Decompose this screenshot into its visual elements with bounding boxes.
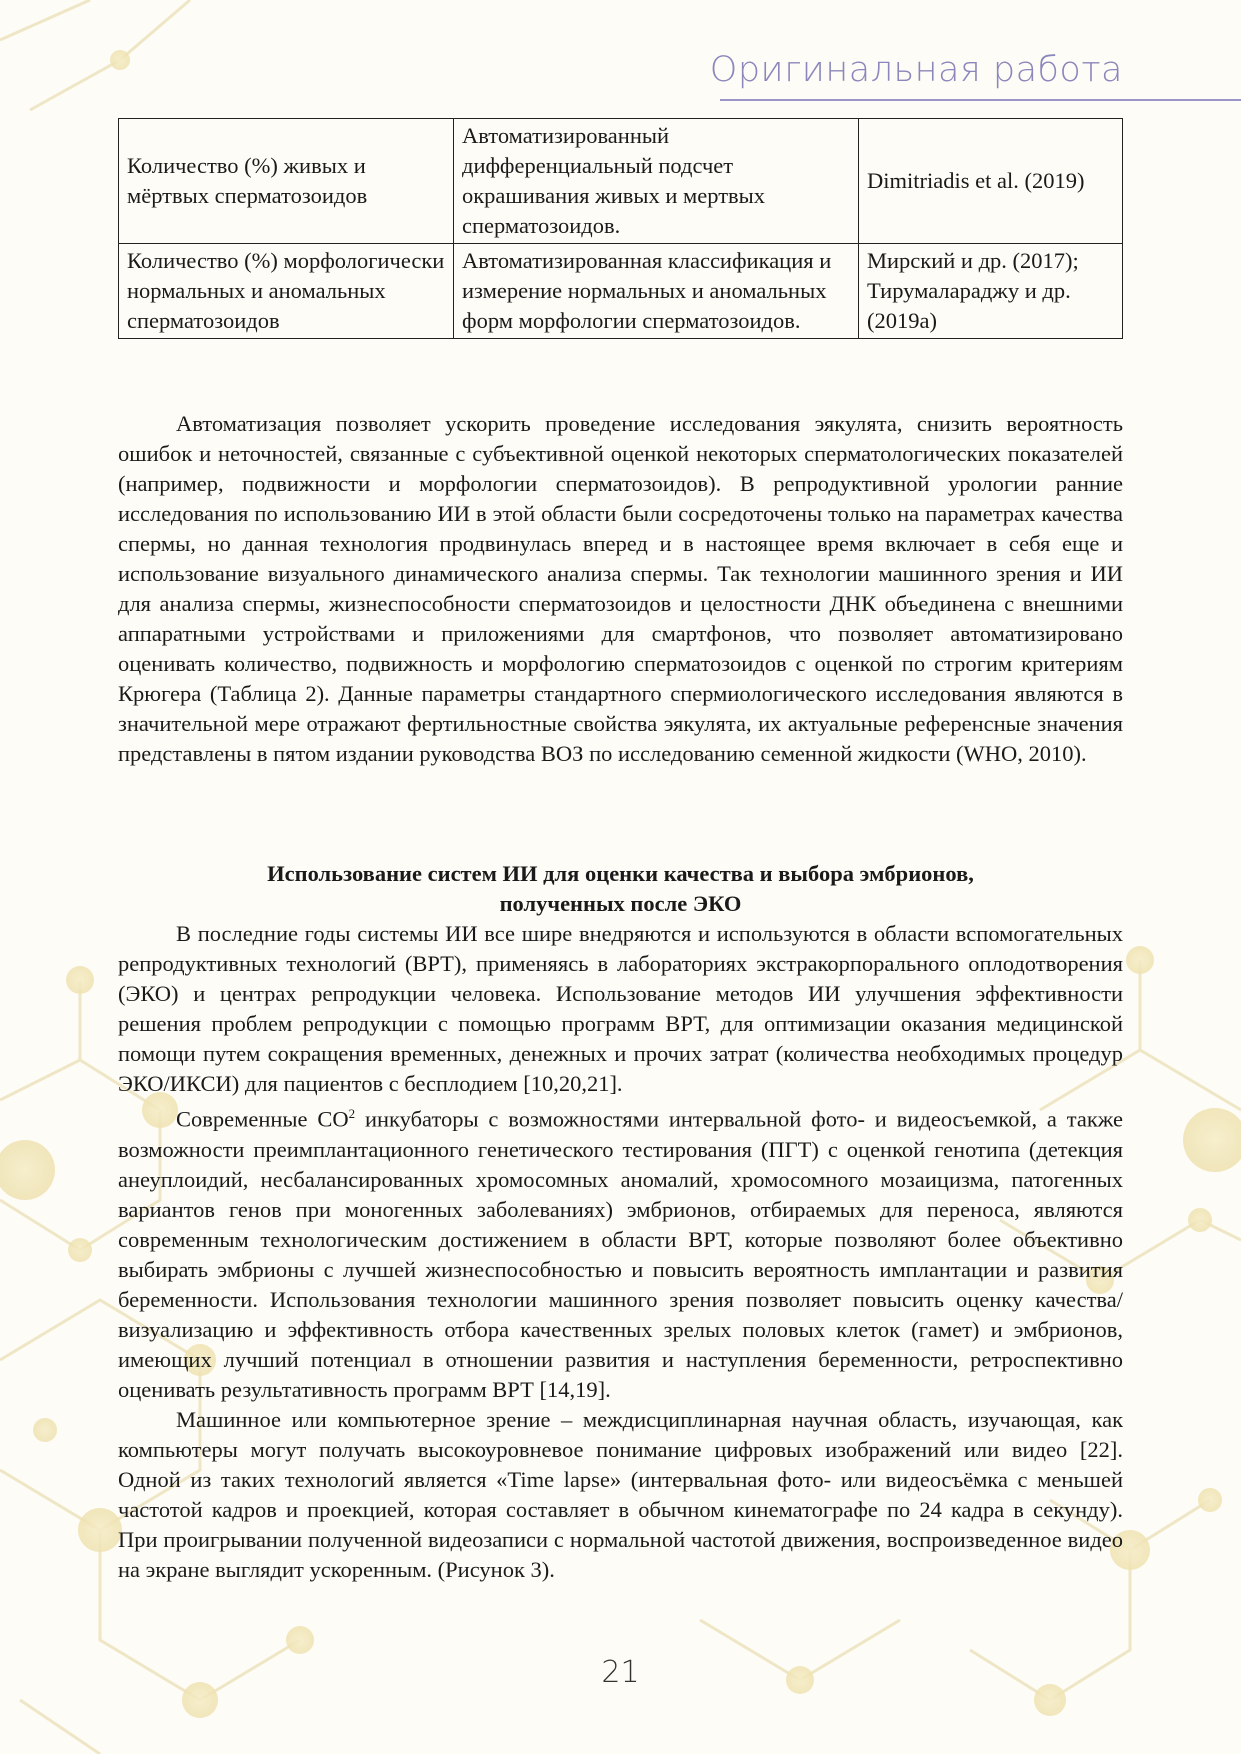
table-cell-method: Автоматизированный дифференциальный подсчет окрашивания живых и мертвых сперматозоидов. [454,119,859,244]
table-cell-parameter: Количество (%) морфологически нормальных и аномальных сперматозоидов [119,244,454,339]
table-cell-reference: Мирский и др. (2017); Тирумалараджу и др. (2019a) [859,244,1123,339]
section-heading-line-1: Использование систем ИИ для оценки качества и выбора эмбрионов, [267,861,974,886]
page-number: 21 [601,1655,640,1690]
header-divider [720,99,1241,101]
section-heading-line-2: полученных после ЭКО [499,891,742,916]
paragraph-incubators-rest: инкубаторы с возможностями интервальной фото- и видеосъемкой, а также возможности преимплантационного генетического тестирования (ПГТ) с оценкой генотипа (детекция анеуплоидий, несбалансированных хромосомных аномалий, хромосомного мозаицизма, патогенных вариантов генов при моногенных заболеваниях) эмбрионов, отбираемых для переноса, являются современным технологическим достижением в области ВРТ, которые позволяют более объективно выбирать эмбрионы с лучшей жизнеспособностью и повысить вероятность имплантации и развития беременности. Использования технологии машинного зрения позволяет повысить оценку качества/визуализацию и эффективность отбора качественных зрелых половых клеток (гамет) и эмбрионов, имеющих лучший потенциал в отношении развития и наступления беременности, ретроспективно оценивать результативность программ ВРТ [14,19]. [118,1106,1123,1402]
paragraph-art-systems: В последние годы системы ИИ все шире внедряются и используются в области вспомогательных репродуктивных технологий (ВРТ), применяясь в лабораториях экстракорпорального оплодотворения (ЭКО) и центрах репродукции человека. Использование методов ИИ улучшения эффективности решения проблем репродукции с помощью программ ВРТ, для оптимизации оказания медицинской помощи путем сокращения временных, денежных и прочих затрат (количества необходимых процедур ЭКО/ИКСИ) для пациентов с бесплодием [10,20,21]. [118,921,1123,1096]
table-row [119,244,1123,339]
table-cell-method: Автоматизированная классификация и измерение нормальных и аномальных форм морфологии сперматозоидов. [454,244,859,339]
methods-table [118,118,1123,339]
paragraph-computer-vision: Машинное или компьютерное зрение – междисциплинарная научная область, изучающая, как компьютеры могут получать высокоуровневое понимание цифровых изображений или видео [22]. Одной из таких технологий является «Time lapse» (интервальная фото- или видеосъёмка с меньшей частотой кадров и проекцией, которая составляет в обычном кинематографе по 24 кадра в секунду). При проигрывании полученной видеозаписи с нормальной частотой движения, воспроизведенное видео на экране выглядит ускоренным. (Рисунок 3). [118,1406,1123,1582]
paragraph-incubators-start: Современные CO [176,1106,349,1132]
paragraph-incubators [118,1099,1123,1405]
section-label: Оригинальная работа [709,50,1123,90]
section-heading [118,859,1123,919]
paragraph-block-1 [118,409,1123,769]
paragraph-automation: Автоматизация позволяет ускорить проведение исследования эякулята, снизить вероятность ошибок и неточностей, связанные с субъективной оценкой некоторых сперматологических показателей (например, подвижности и морфологии сперматозоидов). В репродуктивной урологии ранние исследования по использованию ИИ в этой области были сосредоточены только на параметрах качества спермы, но данная технология продвинулась вперед и в настоящее время включает в себя еще и использование визуального динамического анализа спермы. Так технологии машинного зрения и ИИ для анализа спермы, жизнеспособности сперматозоидов и целостности ДНК объединена с внешними аппаратными устройствами и приложениями для смартфонов, что позволяет автоматизировано оценивать количество, подвижность и морфологию сперматозоидов с оценкой по строгим критериям Крюгера (Таблица 2). Данные параметры стандартного спермиологического исследования являются в значительной мере отражают фертильностные свойства эякулята, их актуальные референсные значения представлены в пятом издании руководства ВОЗ по исследованию семенной жидкости (WHO, 2010). [118,411,1123,766]
table-cell-parameter: Количество (%) живых и мёртвых сперматозоидов [119,119,454,244]
paragraph-block-2 [118,919,1123,1585]
table-row [119,119,1123,244]
co2-subscript: 2 [348,1106,356,1121]
table-cell-reference: Dimitriadis et al. (2019) [859,119,1123,244]
